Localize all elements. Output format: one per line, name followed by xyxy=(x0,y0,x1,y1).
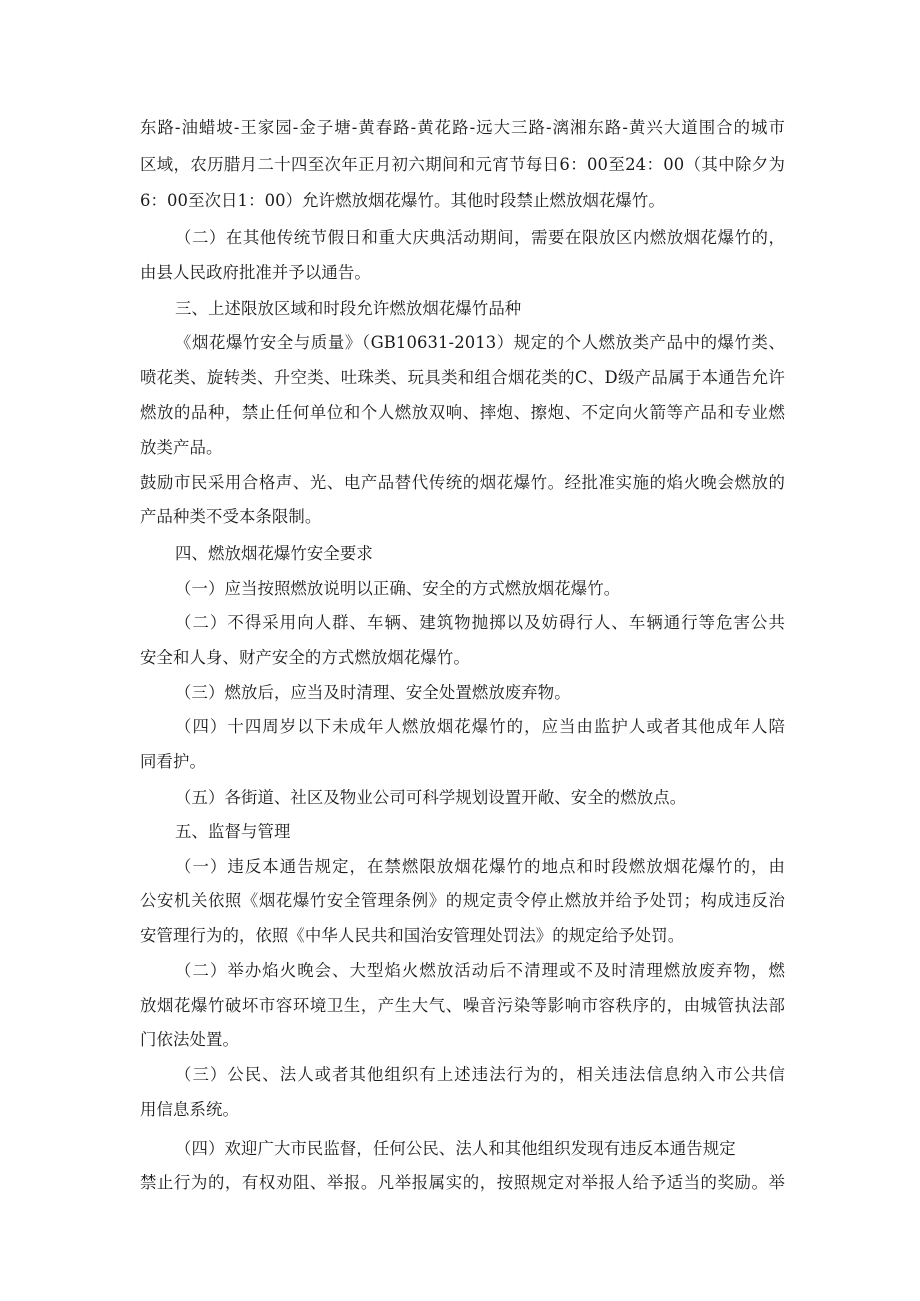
text-line: 放烟花爆竹破坏市容环境卫生，产生大气、噪音污染等影响市容秩序的，由城管执法部 xyxy=(140,996,785,1015)
text-line: （二）举办焰火晚会、大型焰火燃放活动后不清理或不及时清理燃放废弃物，燃 xyxy=(175,961,785,980)
text-line: 用信息系统。 xyxy=(140,1100,239,1119)
text-line: （一）违反本通告规定，在禁燃限放烟花爆竹的地点和时段燃放烟花爆竹的，由 xyxy=(175,857,785,876)
section-heading: 五、监督与管理 xyxy=(175,822,291,841)
text-line: 安管理行为的，依照《中华人民共和国治安管理处罚法》的规定给予处罚。 xyxy=(140,926,685,945)
text-line: 鼓励市民采用合格声、光、电产品替代传统的烟花爆竹。经批准实施的焰火晚会燃放的 xyxy=(140,473,785,492)
text-line: 安全和人身、财产安全的方式燃放烟花爆竹。 xyxy=(140,648,470,667)
text-line: 东路-油蜡坡-王家园-金子塘-黄春路-黄花路-远大三路-漓湘东路-黄兴大道围合的城市 xyxy=(140,118,785,137)
text-line: 放类产品。 xyxy=(140,438,223,457)
text-line: 《烟花爆竹安全与质量》（GB10631-2013）规定的个人燃放类产品中的爆竹类、 xyxy=(175,333,785,352)
text-line: （一）应当按照燃放说明以正确、安全的方式燃放烟花爆竹。 xyxy=(175,579,621,598)
text-line: 燃放的品种，禁止任何单位和个人燃放双响、摔炮、擦炮、不定向火箭等产品和专业燃 xyxy=(140,403,785,422)
text-line: 6：00至次日1：00）允许燃放烟花爆竹。其他时段禁止燃放烟花爆竹。 xyxy=(140,191,665,210)
text-line: 同看护。 xyxy=(140,752,206,771)
text-line: 公安机关依照《烟花爆竹安全管理条例》的规定责令停止燃放并给予处罚；构成违反治 xyxy=(140,891,785,910)
section-heading: 三、上述限放区域和时段允许燃放烟花爆竹品种 xyxy=(175,299,522,318)
text-line: （二）在其他传统节假日和重大庆典活动期间，需要在限放区内燃放烟花爆竹的， xyxy=(175,228,785,247)
text-line: 喷花类、旋转类、升空类、吐珠类、玩具类和组合烟花类的C、D级产品属于本通告允许 xyxy=(140,368,785,387)
text-line: （四）欢迎广大市民监督，任何公民、法人和其他组织发现有违反本通告规定 xyxy=(175,1139,736,1158)
text-line: （四）十四周岁以下未成年人燃放烟花爆竹的，应当由监护人或者其他成年人陪 xyxy=(175,717,785,736)
section-heading: 四、燃放烟花爆竹安全要求 xyxy=(175,544,373,563)
text-line: （二）不得采用向人群、车辆、建筑物抛掷以及妨碍行人、车辆通行等危害公共 xyxy=(175,613,785,632)
text-line: （三）公民、法人或者其他组织有上述违法行为的，相关违法信息纳入市公共信 xyxy=(175,1065,785,1084)
text-line: 由县人民政府批准并予以通告。 xyxy=(140,263,371,282)
text-line: （五）各街道、社区及物业公司可科学规划设置开敞、安全的燃放点。 xyxy=(175,788,687,807)
text-line: 区域，农历腊月二十四至次年正月初六期间和元宵节每日6：00至24：00（其中除夕为 xyxy=(140,155,785,174)
text-line: 门依法处置。 xyxy=(140,1030,239,1049)
text-line: （三）燃放后，应当及时清理、安全处置燃放废弃物。 xyxy=(175,683,571,702)
text-line: 禁止行为的，有权劝阻、举报。凡举报属实的，按照规定对举报人给予适当的奖励。举 xyxy=(140,1173,785,1192)
text-line: 产品种类不受本条限制。 xyxy=(140,507,322,526)
